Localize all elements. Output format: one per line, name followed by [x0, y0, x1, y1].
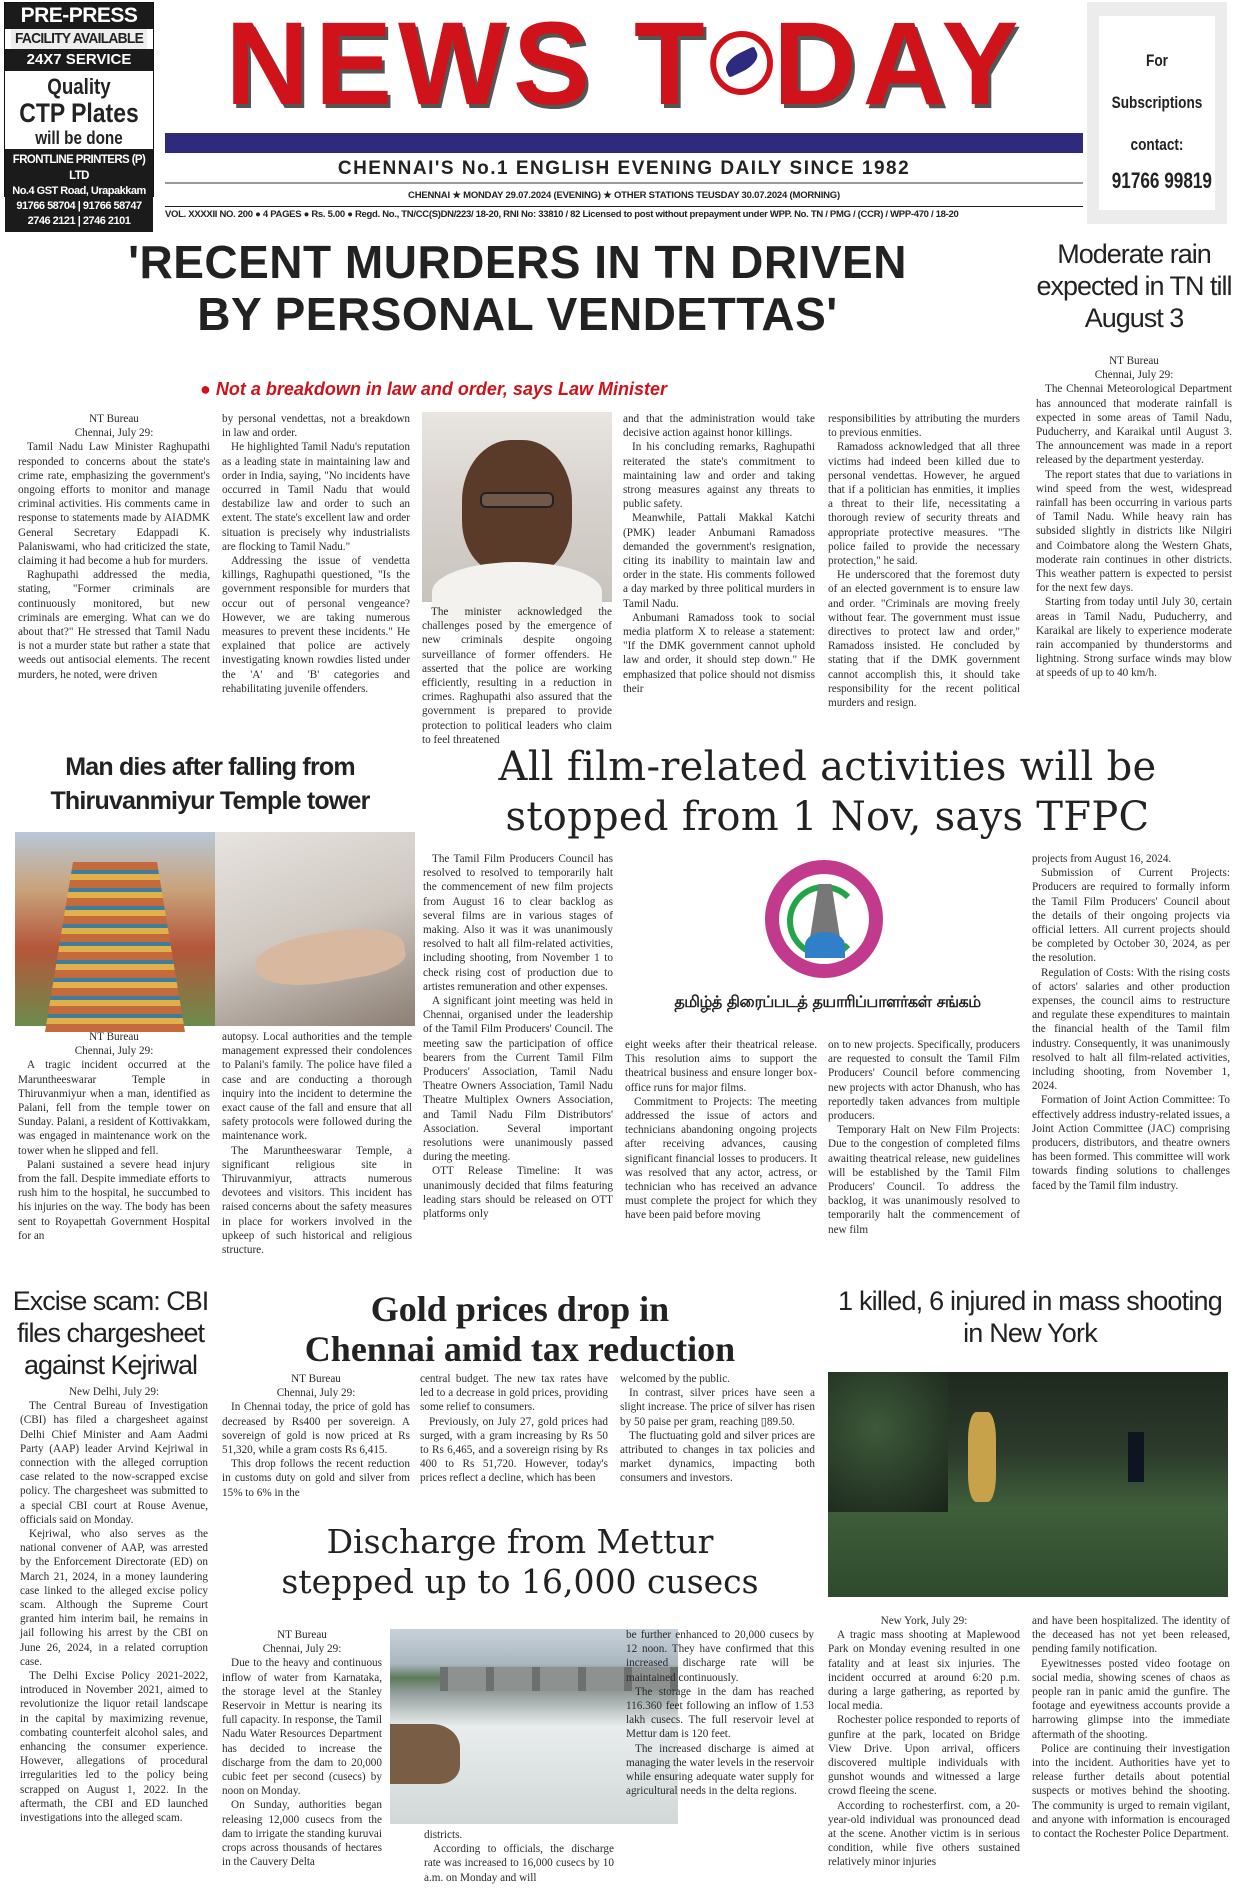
byline: NT Bureau	[89, 413, 139, 425]
bullet-icon: ●	[200, 379, 216, 399]
lead-column-4	[623, 412, 815, 696]
paragraph: welcomed by the public.	[620, 1373, 730, 1385]
paragraph: autopsy. Local authorities and the temple management expressed their condolences to Palani's family. The police have filed a case and are conducting a thorough inquiry into the incident to determine the exact cause of the fall and ensure that all safety protocols were followed during the maintenance work.	[222, 1031, 412, 1143]
gold-headline-line: Gold prices drop in	[370, 1289, 670, 1329]
printing-advert	[4, 2, 154, 227]
registration-line: VOL. XXXXII NO. 200 ● 4 PAGES ● Rs. 5.00 ● Regd. No., TN/CC(S)DN/223/ 18-20, RNI No: 33810 / 82 Licensed to post without prepayment under WPP. No. TN / PMG / (CCR) / WPP-470 / 18-20	[165, 206, 1083, 220]
logo-text: NEWS T	[225, 0, 711, 130]
lead-headline-line: 'RECENT MURDERS IN TN DRIVEN	[128, 236, 907, 288]
paragraph: Regulation of Costs: With the rising costs of actors' salaries and other production expenses, the council aims to restructure and regulate these expenditures to maintain the financial health of the Tamil film industry. Consequently, it was unanimously resolved to halt all film-related activities, including shooting, from November 1, 2024.	[1032, 966, 1230, 1093]
paragraph: A tragic incident occurred at the Maruntheeswarar Temple in Thiruvanmiyur when a man, identified as Palani, fell from the temple tower on Sunday. Palani, a resident of Kottivakkam, was engaged in maintenance work on the tower when he slipped and fell.	[18, 1059, 210, 1157]
logo-globe-icon	[711, 31, 774, 95]
paragraph: eight weeks after their theatrical release. This resolution aims to support the theatrical business and ensure longer box-office runs for major films.	[625, 1039, 817, 1094]
mettur-headline	[220, 1522, 820, 1602]
paragraph: According to rochesterfirst. com, a 20-year-old individual was pronounced dead at the scene. Another victim is in serious condition, while five others sustained relatively minor injuries	[828, 1799, 1020, 1869]
byline: NT Bureau	[291, 1373, 341, 1385]
film-headline-line: All film-related activities will be	[498, 744, 1157, 790]
temple-column-1	[18, 1030, 210, 1243]
dateline: New York, July 29:	[880, 1615, 968, 1627]
paragraph: This drop follows the recent reduction in customs duty on gold and silver from 15% to 6% in the	[222, 1458, 410, 1499]
paragraph: Ramadoss acknowledged that all three victims had indeed been killed due to personal vendettas. However, he argued that if a politician has enmities, it implies a threat to their life, necessitating a thorough review of security threats and appropriate protective measures. "The police failed to provide the necessary protection," he said.	[828, 441, 1020, 568]
paragraph: A significant joint meeting was held in Chennai, organised under the leadership of the Tamil Film Producers' Council. The meeting saw the participation of office bearers from the Current Tamil Film Producers' Association, Tamil Nadu Theatre Owners Association, Tamil Nadu Theatre Multiplex Owners Association, and Tamil Nadu Film Distributors' Association. Several important resolutions were unanimously passed during the meeting.	[423, 995, 613, 1164]
byline: NT Bureau	[277, 1629, 327, 1641]
advert-line: PRE-PRESS	[5, 3, 153, 29]
gold-column-1	[222, 1372, 410, 1500]
mettur-column-3	[626, 1628, 814, 1798]
paragraph: Formation of Joint Action Committee: To effectively address industry-related issues, a Joint Action Committee (JAC) comprising producers, distributors, and theatre owners has been formed. This committee will work towards finding solutions to challenges faced by the Tamil film industry.	[1032, 1094, 1230, 1192]
tfpc-logo	[625, 852, 1030, 1030]
paragraph: Due to the heavy and continuous inflow of water from Karnataka, the storage level at the Stanley Reservoir in Mettur is nearing its full capacity. In response, the Tamil Nadu Water Resources Department has decided to increase the discharge from the dam to 20,000 cubic feet per second (cusecs) by noon on Monday.	[222, 1657, 382, 1798]
dateline: Chennai, July 29:	[74, 1045, 154, 1058]
mettur-column-1	[222, 1628, 382, 1869]
paragraph: by personal vendettas, not a breakdown in law and order.	[222, 413, 410, 440]
paragraph: The minister acknowledged the challenges posed by the emergence of new criminals despite ongoing surveillance of former offenders. He asserted that the police are working efficiently, resulting in a reduction in crimes. Raghupathi also assured that the government is prepared to provide protection to political leaders who claim to feel threatened	[422, 606, 612, 746]
tagline: CHENNAI'S No.1 ENGLISH EVENING DAILY SINCE 1982	[165, 158, 1083, 184]
film-column-4	[1032, 852, 1230, 1193]
film-column-2	[625, 1038, 817, 1223]
paragraph: Kejriwal, who also serves as the national convener of AAP, was arrested by the Enforcement Directorate (ED) on March 21, 2024, in a money laundering case linked to the alleged excise policy scam. Although the Supreme Court granted him interim bail, he remains in jail following his arrest by the CBI on June 26, 2024, in a related corruption case.	[20, 1528, 208, 1668]
mettur-column-2	[424, 1828, 614, 1885]
paragraph: and that the administration would take decisive action against honor killings.	[623, 413, 815, 440]
paragraph: The Delhi Excise Policy 2021-2022, introduced in November 2021, aimed to revolutionize the liquor retail landscape in the capital by maximizing revenue, combating counterfeit alcohol sales, and enhancing the consumer experience. However, allegations of procedural irregularities led to the policy being scrapped on August 1, 2022. In the aftermath, the CBI and ED launched investigations into the alleged scam.	[20, 1670, 208, 1825]
paragraph: Rochester police responded to reports of gunfire at the park, located on Bridge View Drive. Upon arrival, officers discovered multiple individuals with gunshot wounds and witnessed a large crowd fleeing the scene.	[828, 1714, 1020, 1798]
excise-headline: Excise scam: CBI files chargesheet against Kejriwal	[12, 1286, 209, 1380]
paragraph: Previously, on July 27, gold prices had surged, with a gram increasing by Rs 50 to Rs 6,465, and a sovereign rising by Rs 400 to Rs 51,720. However, today's prices reflect a decline, which has been	[420, 1415, 608, 1485]
dateline: Chennai, July 29:	[74, 427, 154, 440]
paragraph: The storage in the dam has reached 116.360 feet following an inflow of 1.53 lakh cusecs. The full reservoir level at Mettur dam is 120 feet.	[626, 1685, 814, 1741]
paragraph: The report states that due to variations in wind speed from the west, widespread rainfall has been occurring in various parts of Tamil Nadu. While heavy rain has subsided slightly in districts like Nilgiri and Coimbatore along the Western Ghats, moderate rain continues in other districts. This weather pattern is expected to persist for the next few days.	[1036, 468, 1232, 595]
paragraph: In contrast, silver prices have seen a slight increase. The price of silver has risen by 50 paise per gram, reaching ▯89.50.	[620, 1387, 815, 1428]
shooting-column-2	[1032, 1614, 1230, 1841]
gold-column-2	[420, 1372, 608, 1486]
subscription-text: Subscriptions	[1111, 93, 1203, 112]
lead-column-1	[18, 412, 210, 682]
advert-line: Quality	[47, 74, 111, 99]
paragraph: Raghupathi addressed the media, stating, "Former criminals are continuously monitored, but new criminals are emerging. What can we do about that?" He stressed that Tamil Nadu is not a murder state but rather a state that weeds out antisocial elements. The recent murders, he noted, were driven	[18, 569, 210, 681]
lead-column-3	[422, 605, 612, 747]
temple-column-2	[222, 1030, 412, 1257]
dateline: Chennai, July 29:	[1094, 369, 1174, 382]
temple-headline-line: Thiruvanmiyur Temple tower	[50, 787, 370, 815]
paragraph: central budget. The new tax rates have led to a decrease in gold prices, providing some relief to consumers.	[420, 1373, 608, 1414]
lead-subhead	[200, 379, 840, 400]
paragraph: The Central Bureau of Investigation (CBI) has filed a chargesheet against Delhi Chief Minister and Aam Aadmi Party (AAP) leader Arvind Kejriwal in connection with the alleged corruption case related to the now-scrapped excise policy. The chargesheet was submitted to a special CBI court at Rouse Avenue, officials said on Monday.	[20, 1400, 208, 1526]
paragraph: OTT Release Timeline: It was unanimously decided that films featuring leading stars should be released on OTT platforms only	[423, 1165, 613, 1221]
lead-column-5	[828, 412, 1020, 710]
film-column-3	[828, 1038, 1020, 1237]
paragraph: He highlighted Tamil Nadu's reputation as a leading state in maintaining law and order in India, saying, "No incidents have occurred in Tamil Nadu that would destabilize law and order to such an extent. The state's excellent law and order situation is precisely why industrialists are flocking to Tamil Nadu."	[222, 441, 410, 553]
advert-line: will be done	[35, 128, 123, 148]
temple-headline-line: Man dies after falling from	[65, 753, 355, 781]
advert-line: CTP Plates	[19, 98, 139, 128]
film-headline-line: stopped from 1 Nov, says TFPC	[505, 794, 1150, 840]
gold-headline	[220, 1289, 820, 1369]
shooting-scene-photo	[828, 1372, 1228, 1597]
paragraph: Palani sustained a severe head injury from the fall. Despite immediate efforts to rush him to the hospital, he succumbed to his injuries on the way. The body has been sent to Royapettah Government Hospital for an	[18, 1158, 210, 1242]
paragraph: Tamil Nadu Law Minister Raghupathi responded to concerns about the state's crime rate, emphasizing the government's ongoing efforts to monitor and manage criminal activities. His comments came in response to statements made by AIADMK General Secretary Edappadi K. Palaniswami, who had criticized the state, claiming it had become a hub for murders.	[18, 441, 210, 568]
paragraph: Anbumani Ramadoss took to social media platform X to release a statement: "If the DMK government cannot uphold law and order, it should step down." He emphasized that police should not dismiss their	[623, 611, 815, 695]
advert-address: No.4 GST Road, Urapakkam	[12, 185, 146, 197]
paragraph: districts.	[424, 1829, 463, 1841]
advert-company: FRONTLINE PRINTERS (P) LTD	[12, 154, 146, 182]
lead-subhead-text: Not a breakdown in law and order, says Law Minister	[215, 379, 667, 399]
subscription-phone: 91766 99819	[1111, 168, 1212, 193]
paragraph: The Tamil Film Producers Council has resolved to resolved to temporarily halt the commencement of new film projects from August 16 to clear backlog as several films are in various stages of making. Also it was it was unanimously resolved to halt all film-related activities, including shooting, from November 1 to check rising cost of production due to artistes remuneration and other expenses.	[423, 853, 613, 993]
byline: NT Bureau	[89, 1031, 139, 1043]
paragraph: Eyewitnesses posted video footage on social media, showing scenes of chaos as people ran in panic amid the gunfire. The footage and eyewitness accounts provide a harrowing glimpse into the immediate aftermath of the shooting.	[1032, 1657, 1230, 1741]
paragraph: Addressing the issue of vendetta killings, Raghupathi questioned, "Is the government responsible for murders that occur out of personal vengeance? However, we are taking numerous measures to prevent these incidents." He explained that police are actively investigating known rowdies listed under the 'A' and 'B' categories and rehabilitating juvenile offenders.	[222, 555, 410, 695]
paragraph: and have been hospitalized. The identity of the deceased has not yet been released, pending family notification.	[1032, 1615, 1230, 1656]
advert-phone: 91766 58704 | 91766 58747	[16, 200, 142, 212]
paragraph: According to officials, the discharge rate was increased to 16,000 cusecs by 10 a.m. on Monday and will	[424, 1843, 614, 1884]
subscription-text: contact:	[1130, 135, 1184, 154]
paragraph: In his concluding remarks, Raghupathi reiterated the state's commitment to maintaining law and order and taking strong measures against any threats to public safety.	[623, 441, 815, 511]
tfpc-emblem-icon	[765, 860, 883, 978]
paragraph: Temporary Halt on New Film Projects: Due to the congestion of completed films awaiting theatrical release, new guidelines will be established by the Tamil Film Producers' Council. To address the backlog, it was unanimously resolved to temporarily halt the commencement of new film	[828, 1124, 1020, 1236]
rain-headline: Moderate rain expected in TN till August 3	[1036, 239, 1232, 333]
paragraph: Police are continuing their investigation into the incident. Authorities have yet to release further details about potential suspects or motives behind the shooting. The community is urged to remain vigilant, and anyone with information is encouraged to contact the Rochester Police Department.	[1032, 1742, 1230, 1841]
paragraph: On Sunday, authorities began releasing 12,000 cusecs from the dam to irrigate the standing kuruvai crops across thousands of hectares in the Cauvery Delta	[222, 1799, 383, 1869]
lead-headline	[5, 236, 1030, 340]
edition-dateline: CHENNAI ★ MONDAY 29.07.2024 (EVENING) ★ OTHER STATIONS TEUSDAY 30.07.2024 (MORNING)	[408, 190, 840, 201]
paragraph: Commitment to Projects: The meeting addressed the issue of actors and technicians abandoning ongoing projects after receiving advances, causing significant financial losses to producers. It was resolved that any actor, actress, or technician who has received an advance must complete the project for which they have been paid before moving	[625, 1095, 817, 1222]
paragraph: The Chennai Meteorological Department has announced that moderate rainfall is expected in some areas of Tamil Nadu, Puducherry, and Karaikal until August 3. The announcement was made in a report released by the department yesterday.	[1036, 383, 1232, 467]
paragraph: The fluctuating gold and silver prices are attributed to changes in tax policies and market dynamics, impacting both consumers and investors.	[620, 1429, 815, 1485]
mettur-headline-line: stepped up to 16,000 cusecs	[281, 1562, 759, 1601]
subscription-box	[1087, 2, 1227, 224]
paragraph: projects from August 16, 2024.	[1032, 853, 1172, 865]
paragraph: responsibilities by attributing the murders to previous enmities.	[828, 413, 1020, 440]
logo-text: DAY	[773, 0, 1025, 130]
advert-phone: 2746 2121 | 2746 2101	[27, 215, 131, 227]
excise-column	[20, 1385, 208, 1825]
paragraph: on to new projects. Specifically, producers are requested to consult the Tamil Film Producers' Council before commencing new projects with actor Dhanush, who has reportedly taken advances from multiple producers.	[828, 1039, 1020, 1123]
shooting-column-1	[828, 1614, 1020, 1870]
paragraph: Meanwhile, Pattali Makkal Katchi (PMK) leader Anbumani Ramadoss demanded the government's resignation, citing its inability to maintain law and order in the state. His comments followed a day marked by three political murders in Tamil Nadu.	[623, 512, 815, 610]
subscription-text: For	[1146, 51, 1168, 70]
paragraph: be further enhanced to 20,000 cusecs by 12 noon. They have confirmed that this increased discharge rate will be maintained continuously.	[626, 1629, 814, 1684]
dateline: Chennai, July 29:	[262, 1643, 342, 1656]
gold-column-3	[620, 1372, 815, 1486]
paragraph: In Chennai today, the price of gold has decreased by Rs400 per sovereign. A sovereign of gold is now priced at Rs 51,320, while a gram costs Rs 6,415.	[222, 1401, 410, 1457]
gold-headline-line: Chennai amid tax reduction	[304, 1329, 736, 1369]
paragraph: He underscored that the foremost duty of an elected government is to ensure law and order. "Criminals are moving freely without fear. The government must issue directives to protect law and order," Ramadoss insisted. He concluded by stating that if the DMK government cannot accomplish this, it should take responsibility for the recent political murders and resign.	[828, 569, 1020, 710]
newspaper-logo	[165, 0, 1085, 130]
tfpc-logo-caption: தமிழ்த் திரைப்படத் தயாரிப்பாளர்கள் சங்கம்	[674, 992, 981, 1011]
temple-tower-photo	[15, 832, 215, 1026]
paragraph: The Maruntheeswarar Temple, a significant religious site in Thiruvanmiyur, attracts numerous devotees and visitors. This incident has raised concerns about the safety measures in place for workers involved in the upkeep of such historical and religious structure.	[222, 1144, 412, 1257]
advert-line: 24X7 SERVICE	[5, 49, 153, 71]
byline: NT Bureau	[1109, 355, 1159, 367]
film-headline	[420, 742, 1235, 842]
paragraph: The increased discharge is aimed at managing the water levels in the reservoir while ensuring adequate water supply for agricultural needs in the delta regions.	[626, 1742, 814, 1798]
dateline: New Delhi, July 29:	[68, 1386, 160, 1398]
paragraph: Starting from today until July 30, certain areas in Tamil Nadu, Puducherry, and Karaikal are likely to experience moderate rain accompanied by thunderstorms and lightning. Strong surface winds may blow at speeds of up to 40 km/h.	[1036, 596, 1232, 680]
masthead-bar	[165, 133, 1083, 153]
mettur-headline-line: Discharge from Mettur	[326, 1522, 714, 1561]
shooting-headline: 1 killed, 6 injured in mass shooting in New York	[838, 1286, 1222, 1348]
advert-line: FACILITY AVAILABLE	[11, 29, 147, 49]
lead-headline-line: BY PERSONAL VENDETTAS'	[197, 288, 838, 340]
hand-photo	[215, 832, 415, 1026]
film-column-1	[423, 852, 613, 1221]
dateline: Chennai, July 29:	[276, 1387, 356, 1400]
minister-photo	[422, 412, 612, 602]
paragraph: A tragic mass shooting at Maplewood Park on Monday evening resulted in one fatality and at least six injuries. The incident occurred at around 6:20 p.m. during a large gathering, as reported by local media.	[828, 1629, 1020, 1713]
rain-column	[1036, 354, 1232, 681]
paragraph: Submission of Current Projects: Producers are required to formally inform the Tamil Film Producers' Council about the details of their ongoing projects via official letters. All current projects should be completed by October 30, 2024, as per the resolution.	[1032, 867, 1230, 965]
lead-column-2	[222, 412, 410, 696]
temple-headline	[10, 750, 410, 818]
